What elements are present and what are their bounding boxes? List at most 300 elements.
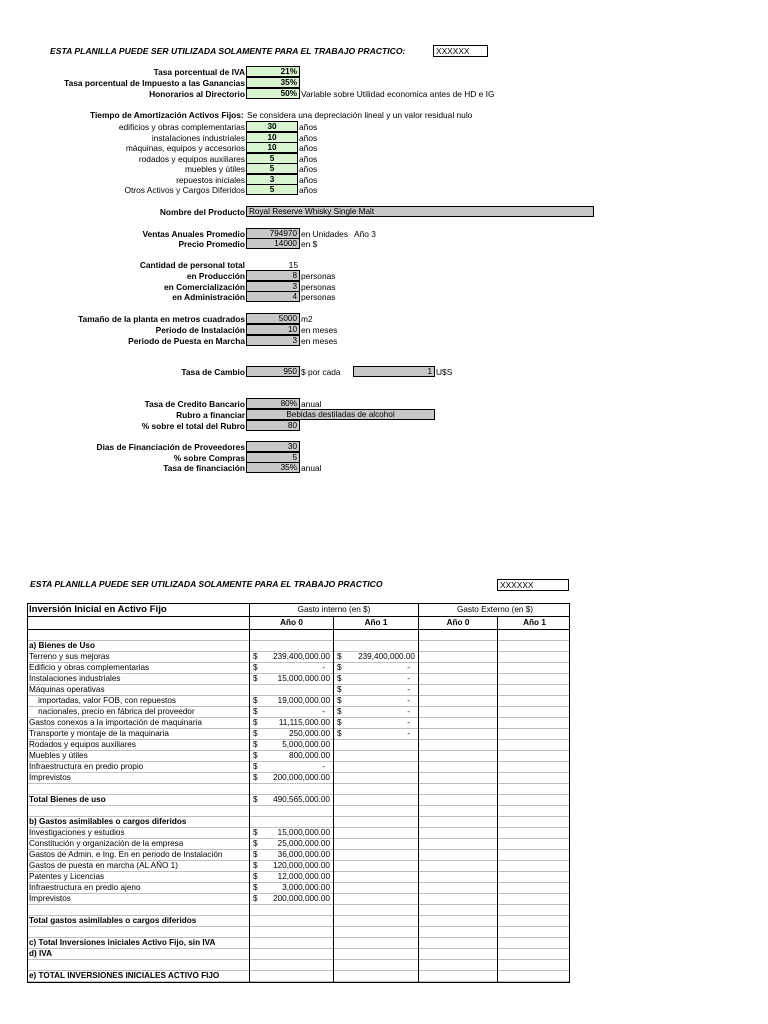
int-year-1-cell[interactable] <box>334 839 419 850</box>
plant-value-1[interactable]: 10 <box>246 324 300 335</box>
ext-year-1-cell[interactable] <box>498 740 571 751</box>
table-row <box>28 740 569 751</box>
ext-year-1-cell[interactable] <box>498 938 571 949</box>
ext-year-0-cell[interactable] <box>419 707 498 718</box>
row-label: nacionales, precio en fábrica del proveedor <box>28 707 250 718</box>
currency-sign: $ <box>253 696 258 705</box>
ext-year-1-cell[interactable] <box>498 707 571 718</box>
ext-year-1-cell[interactable] <box>498 850 571 861</box>
row-label: importadas, valor FOB, con repuestos <box>28 696 250 707</box>
int-year-1-cell[interactable] <box>334 850 419 861</box>
ext-year-0-cell[interactable] <box>419 652 498 663</box>
table-row <box>28 960 569 971</box>
table-row <box>28 861 569 872</box>
int-year-1-cell[interactable] <box>334 883 419 894</box>
currency-sign: $ <box>253 663 258 672</box>
int-year-0-cell[interactable] <box>250 707 334 718</box>
currency-sign: $ <box>253 850 258 859</box>
table-title: Inversión Inicial en Activo Fijo <box>28 604 250 617</box>
amort-value-1[interactable]: 10 <box>246 132 298 143</box>
currency-sign: $ <box>253 872 258 881</box>
int-year-1-cell[interactable] <box>334 795 419 806</box>
row-label <box>28 960 250 971</box>
ext-year-0-cell[interactable] <box>419 927 498 938</box>
ext-year-1-cell[interactable] <box>498 971 571 982</box>
int-year-1-cell[interactable] <box>334 784 419 795</box>
currency-sign: $ <box>253 861 258 870</box>
credit-label-0: Tasa de Credito Bancario <box>144 399 245 409</box>
ext-year-0-cell[interactable] <box>419 718 498 729</box>
ext-year-1-cell[interactable] <box>498 663 571 674</box>
row-label <box>28 905 250 916</box>
table-row <box>28 916 569 927</box>
currency-sign: $ <box>253 674 258 683</box>
int-year-0-cell[interactable] <box>250 960 334 971</box>
table-row <box>28 839 569 850</box>
currency-sign: $ <box>253 839 258 848</box>
int-year-0-cell[interactable] <box>250 850 334 861</box>
ext-year-0-cell[interactable] <box>419 949 498 960</box>
ext-year-0-cell[interactable] <box>419 696 498 707</box>
table-row <box>28 641 569 652</box>
plant-value-0[interactable]: 5000 <box>246 313 300 324</box>
plant-unit-2: en meses <box>301 336 338 346</box>
amount: 800,000.00 <box>289 751 330 760</box>
amount: 3,000,000.00 <box>282 883 330 892</box>
plant-label-2: Periodo de Puesta en Marcha <box>128 336 245 346</box>
table-row <box>28 795 569 806</box>
supplier-value-0[interactable]: 30 <box>246 441 300 452</box>
row-label: Edificio y obras complementarias <box>28 663 250 674</box>
supplier-value-2[interactable]: 35% <box>246 462 300 473</box>
int-year-0-cell[interactable] <box>250 883 334 894</box>
row-label: c) Total Inversiones iniciales Activo Fijo, sin IVA <box>28 938 250 949</box>
ext-year-1-cell[interactable] <box>498 685 571 696</box>
staff-unit-2: personas <box>301 292 336 302</box>
amount: 5,000,000.00 <box>282 740 330 749</box>
int-year-1-cell[interactable] <box>334 872 419 883</box>
amort-label-6: Otros Activos y Cargos Diferidos <box>124 185 245 195</box>
int-year-1-cell[interactable] <box>334 729 419 740</box>
int-year-0-cell[interactable] <box>250 630 334 641</box>
ext-year-0-cell[interactable] <box>419 740 498 751</box>
currency-sign: $ <box>253 652 258 661</box>
ext-year-1-cell[interactable] <box>498 674 571 685</box>
amort-value-2[interactable]: 10 <box>246 142 298 153</box>
ext-year-0-cell[interactable] <box>419 894 498 905</box>
row-label: Transporte y montaje de la maquinaria <box>28 729 250 740</box>
int-year-1-cell[interactable] <box>334 949 419 960</box>
rate-unit-2: Variable sobre Utilidad economica antes de HD e IG <box>301 89 495 99</box>
fx-value[interactable]: 950 <box>246 366 300 377</box>
currency-sign: $ <box>337 707 342 716</box>
int-year-1-cell[interactable] <box>334 674 419 685</box>
supplier-value-1[interactable]: 5 <box>246 452 300 463</box>
int-year-0-cell[interactable] <box>250 652 334 663</box>
staff-value-2[interactable]: 4 <box>246 291 300 302</box>
amount: 25,000,000.00 <box>277 839 330 848</box>
int-year-1-cell[interactable] <box>334 806 419 817</box>
amount: - <box>322 707 325 716</box>
ext-year-0-cell[interactable] <box>419 817 498 828</box>
int-year-0-cell[interactable] <box>250 740 334 751</box>
int-year-0-cell[interactable] <box>250 773 334 784</box>
ext-year-1-cell[interactable] <box>498 641 571 652</box>
int-year-1-cell[interactable] <box>334 740 419 751</box>
supplier-label-0: Dias de Financiación de Proveedores <box>96 442 245 452</box>
row-label: e) TOTAL INVERSIONES INICIALES ACTIVO FIJO <box>28 971 250 982</box>
currency-sign: $ <box>253 795 258 804</box>
ext-year-0-cell[interactable] <box>419 663 498 674</box>
sheet-header: ESTA PLANILLA PUEDE SER UTILIZADA SOLAMENTE PARA EL TRABAJO PRACTICO: <box>50 46 406 56</box>
int-year-1-cell[interactable] <box>334 641 419 652</box>
ext-year-0-cell[interactable] <box>419 872 498 883</box>
table-title-row <box>28 604 569 617</box>
ext-year-0-cell[interactable] <box>419 971 498 982</box>
ext-year-0-cell[interactable] <box>419 751 498 762</box>
ext-year-0-cell[interactable] <box>419 861 498 872</box>
int-year-0-cell[interactable] <box>250 971 334 982</box>
int-year-0-cell[interactable] <box>250 795 334 806</box>
supplier-label-1: % sobre Compras <box>173 452 245 463</box>
table-row <box>28 674 569 685</box>
ext-year-1-cell[interactable] <box>498 751 571 762</box>
plant-label-0: Tamaño de la planta en metros cuadrados <box>78 314 245 324</box>
amort-label-1: instalaciones industriales <box>151 132 245 143</box>
ext-year-1-cell[interactable] <box>498 861 571 872</box>
sheet-header-2: ESTA PLANILLA PUEDE SER UTILIZADA SOLAMENTE PARA EL TRABAJO PRACTICO <box>30 579 383 589</box>
ext-year-0-cell[interactable] <box>419 806 498 817</box>
amort-value-0[interactable]: 30 <box>246 121 298 132</box>
ext-year-1-cell[interactable] <box>498 729 571 740</box>
price-value[interactable]: 14000 <box>246 238 300 249</box>
fx-usd-unit: U$S <box>436 367 453 377</box>
currency-sign: $ <box>253 894 258 903</box>
row-label: Gastos de Admin. e Ing. En en periodo de Instalación <box>28 850 250 861</box>
amort-unit-2: años <box>299 143 318 153</box>
table-row <box>28 751 569 762</box>
tp-code-cell-2[interactable]: XXXXXX <box>497 579 569 591</box>
ext-year-0-cell[interactable] <box>419 773 498 784</box>
rate-label-2: Honorarios al Directorio <box>149 89 245 99</box>
amort-unit-3: años <box>299 153 318 164</box>
amort-value-6[interactable]: 5 <box>246 184 298 195</box>
table-years-row <box>28 617 569 630</box>
int-year-0-cell[interactable] <box>250 806 334 817</box>
currency-sign: $ <box>253 773 258 782</box>
int-year-1-cell[interactable] <box>334 894 419 905</box>
currency-sign: $ <box>337 718 342 727</box>
ext-year-1-cell[interactable] <box>498 630 571 641</box>
currency-sign: $ <box>337 663 342 672</box>
int-year-1-cell[interactable] <box>334 630 419 641</box>
table-row <box>28 872 569 883</box>
ext-year-1-cell[interactable] <box>498 718 571 729</box>
ext-year-1-cell[interactable] <box>498 828 571 839</box>
group-external: Gasto Externo (en $) <box>457 605 533 614</box>
ext-year-0-cell[interactable] <box>419 828 498 839</box>
int-year-1-cell[interactable] <box>334 971 419 982</box>
ext-year-1-cell[interactable] <box>498 905 571 916</box>
fx-label: Tasa de Cambio <box>181 367 245 377</box>
currency-sign: $ <box>253 751 258 760</box>
int-year-1-cell[interactable] <box>334 817 419 828</box>
staff-value-1[interactable]: 3 <box>246 281 300 292</box>
plant-value-2[interactable]: 3 <box>246 335 300 346</box>
int-year-1-cell[interactable] <box>334 762 419 773</box>
table-row <box>28 883 569 894</box>
amount: - <box>407 718 410 727</box>
amount: 200,000,000.00 <box>273 773 330 782</box>
year-ext-1: Año 1 <box>523 618 546 627</box>
table-row <box>28 718 569 729</box>
table-row <box>28 707 569 718</box>
int-year-0-cell[interactable] <box>250 861 334 872</box>
int-year-0-cell[interactable] <box>250 729 334 740</box>
table-row <box>28 927 569 938</box>
rate-value-1[interactable]: 35% <box>246 77 300 88</box>
ext-year-0-cell[interactable] <box>419 883 498 894</box>
table-row <box>28 762 569 773</box>
ext-year-1-cell[interactable] <box>498 773 571 784</box>
currency-sign: $ <box>253 828 258 837</box>
amount: 239,400,000.00 <box>273 652 330 661</box>
product-value[interactable]: Royal Reserve Whisky Single Malt <box>246 206 594 217</box>
amount: - <box>322 663 325 672</box>
staff-value-0[interactable]: 8 <box>246 270 300 281</box>
row-label: Total Bienes de uso <box>28 795 250 806</box>
row-label: Patentes y Licencias <box>28 872 250 883</box>
table-row <box>28 773 569 784</box>
int-year-1-cell[interactable] <box>334 685 419 696</box>
ext-year-1-cell[interactable] <box>498 696 571 707</box>
sales-year: Año 3 <box>354 229 376 239</box>
int-year-0-cell[interactable] <box>250 916 334 927</box>
currency-sign: $ <box>253 740 258 749</box>
int-year-0-cell[interactable] <box>250 784 334 795</box>
ext-year-0-cell[interactable] <box>419 795 498 806</box>
int-year-1-cell[interactable] <box>334 960 419 971</box>
ext-year-1-cell[interactable] <box>498 894 571 905</box>
int-year-1-cell[interactable] <box>334 718 419 729</box>
plant-unit-0: m2 <box>301 314 313 324</box>
ext-year-1-cell[interactable] <box>498 839 571 850</box>
int-year-0-cell[interactable] <box>250 685 334 696</box>
row-label: Gastos de puesta en marcha (AL AÑO 1) <box>28 861 250 872</box>
amount: 490,565,000.00 <box>273 795 330 804</box>
rate-label-1: Tasa porcentual de Impuesto a las Ganancias <box>64 78 245 88</box>
rate-value-2[interactable]: 50% <box>246 88 300 99</box>
ext-year-0-cell[interactable] <box>419 850 498 861</box>
amortization-title: Tiempo de Amortización Activos Fijos: <box>90 110 244 120</box>
int-year-0-cell[interactable] <box>250 696 334 707</box>
int-year-0-cell[interactable] <box>250 762 334 773</box>
int-year-0-cell[interactable] <box>250 949 334 960</box>
int-year-1-cell[interactable] <box>334 905 419 916</box>
amount: 120,000,000.00 <box>273 861 330 870</box>
amort-label-2: máquinas, equipos y accesorios <box>125 143 245 153</box>
amort-value-3[interactable]: 5 <box>246 153 298 164</box>
credit-value-1[interactable]: Bebidas destiladas de alcohol <box>246 409 435 420</box>
row-label <box>28 927 250 938</box>
row-label: Investigaciones y estudios <box>28 828 250 839</box>
currency-sign: $ <box>337 685 342 694</box>
ext-year-0-cell[interactable] <box>419 784 498 795</box>
ext-year-1-cell[interactable] <box>498 927 571 938</box>
product-label: Nombre del Producto <box>159 207 245 217</box>
staff-label-2: en Administración <box>172 292 245 302</box>
staff-label-0: en Producción <box>186 271 245 281</box>
currency-sign: $ <box>337 652 342 661</box>
price-unit: en $ <box>301 239 318 249</box>
table-row <box>28 685 569 696</box>
currency-sign: $ <box>337 696 342 705</box>
int-year-1-cell[interactable] <box>334 938 419 949</box>
amount: 19,000,000.00 <box>277 696 330 705</box>
ext-year-1-cell[interactable] <box>498 916 571 927</box>
int-year-0-cell[interactable] <box>250 718 334 729</box>
row-label: d) IVA <box>28 949 250 960</box>
amort-label-0: edificios y obras complementarias <box>118 122 245 132</box>
ext-year-1-cell[interactable] <box>498 784 571 795</box>
int-year-0-cell[interactable] <box>250 894 334 905</box>
int-year-1-cell[interactable] <box>334 828 419 839</box>
year-int-0: Año 0 <box>250 617 334 630</box>
int-year-0-cell[interactable] <box>250 663 334 674</box>
ext-year-0-cell[interactable] <box>419 729 498 740</box>
ext-year-1-cell[interactable] <box>498 795 571 806</box>
ext-year-1-cell[interactable] <box>498 949 571 960</box>
amount: 15,000,000.00 <box>277 674 330 683</box>
int-year-1-cell[interactable] <box>334 696 419 707</box>
int-year-1-cell[interactable] <box>334 707 419 718</box>
amount: - <box>407 663 410 672</box>
ext-year-1-cell[interactable] <box>498 806 571 817</box>
ext-year-0-cell[interactable] <box>419 960 498 971</box>
int-year-0-cell[interactable] <box>250 839 334 850</box>
year-int-1: Año 1 <box>334 617 419 630</box>
int-year-1-cell[interactable] <box>334 916 419 927</box>
credit-value-0[interactable]: 80% <box>246 398 300 409</box>
int-year-1-cell[interactable] <box>334 773 419 784</box>
table-row <box>28 850 569 861</box>
ext-year-1-cell[interactable] <box>498 883 571 894</box>
credit-value-2[interactable]: 80 <box>246 420 300 431</box>
credit-label-2: % sobre el total del Rubro <box>141 421 245 431</box>
ext-year-0-cell[interactable] <box>419 916 498 927</box>
currency-sign: $ <box>253 707 258 716</box>
int-year-0-cell[interactable] <box>250 938 334 949</box>
price-label: Precio Promedio <box>178 239 245 249</box>
ext-year-0-cell[interactable] <box>419 905 498 916</box>
table-row <box>28 938 569 949</box>
row-label: b) Gastos asimilables o cargos diferidos <box>28 817 250 828</box>
int-year-0-cell[interactable] <box>250 828 334 839</box>
int-year-1-cell[interactable] <box>334 927 419 938</box>
amount: - <box>407 674 410 683</box>
sales-label: Ventas Anuales Promedio <box>142 229 245 239</box>
amort-unit-0: años <box>299 122 318 132</box>
rate-value-0[interactable]: 21% <box>246 66 300 77</box>
amount: 239,400,000.00 <box>358 652 415 661</box>
int-year-1-cell[interactable] <box>334 861 419 872</box>
amort-value-4[interactable]: 5 <box>246 163 298 174</box>
staff-unit-0: personas <box>301 271 336 281</box>
row-label: Rodados y equipos auxiliares <box>28 740 250 751</box>
credit-label-1: Rubro a financiar <box>176 410 245 420</box>
fx-unit: $ por cada <box>301 367 341 377</box>
amort-unit-4: años <box>299 164 318 174</box>
table-row <box>28 652 569 663</box>
amortization-note: Se considera una depreciación lineal y un valor residual nulo <box>247 110 473 120</box>
ext-year-0-cell[interactable] <box>419 630 498 641</box>
ext-year-0-cell[interactable] <box>419 685 498 696</box>
amount: - <box>407 685 410 694</box>
currency-sign: $ <box>253 762 258 771</box>
amount: 15,000,000.00 <box>277 828 330 837</box>
ext-year-1-cell[interactable] <box>498 817 571 828</box>
ext-year-0-cell[interactable] <box>419 674 498 685</box>
table-row <box>28 806 569 817</box>
ext-year-0-cell[interactable] <box>419 839 498 850</box>
ext-year-0-cell[interactable] <box>419 762 498 773</box>
amount: 12,000,000.00 <box>277 872 330 881</box>
ext-year-1-cell[interactable] <box>498 960 571 971</box>
tp-code-cell[interactable]: XXXXXX <box>433 45 488 57</box>
ext-year-1-cell[interactable] <box>498 652 571 663</box>
amort-label-5: repuestos iniciales <box>176 174 245 185</box>
table-row <box>28 696 569 707</box>
amount: 250,000.00 <box>289 729 330 738</box>
staff-label-1: en Comercialización <box>164 281 245 292</box>
int-year-0-cell[interactable] <box>250 641 334 652</box>
row-label: Terreno y sus mejoras <box>28 652 250 663</box>
int-year-0-cell[interactable] <box>250 674 334 685</box>
amort-label-3: rodados y equipos auxiliares <box>138 153 245 164</box>
group-internal: Gasto interno (en $) <box>250 604 419 617</box>
amort-value-5[interactable]: 3 <box>246 174 298 185</box>
amort-label-4: muebles y útiles <box>184 164 245 174</box>
ext-year-1-cell[interactable] <box>498 872 571 883</box>
row-label: Imprevistos <box>28 894 250 905</box>
ext-year-1-cell[interactable] <box>498 762 571 773</box>
int-year-1-cell[interactable] <box>334 751 419 762</box>
int-year-0-cell[interactable] <box>250 872 334 883</box>
int-year-1-cell[interactable] <box>334 652 419 663</box>
int-year-1-cell[interactable] <box>334 663 419 674</box>
amount: - <box>407 696 410 705</box>
table-row <box>28 905 569 916</box>
int-year-0-cell[interactable] <box>250 905 334 916</box>
ext-year-0-cell[interactable] <box>419 641 498 652</box>
row-label: Constitución y organización de la empresa <box>28 839 250 850</box>
row-label: Infraestructura en predio ajeno <box>28 883 250 894</box>
staff-total-label: Cantidad de personal total <box>139 260 245 270</box>
currency-sign: $ <box>253 718 258 727</box>
int-year-0-cell[interactable] <box>250 817 334 828</box>
investment-table <box>27 603 570 983</box>
amount: 200,000,000.00 <box>273 894 330 903</box>
ext-year-0-cell[interactable] <box>419 938 498 949</box>
sales-value[interactable]: 794970 <box>246 228 300 239</box>
amount: - <box>322 762 325 771</box>
int-year-0-cell[interactable] <box>250 751 334 762</box>
int-year-0-cell[interactable] <box>250 927 334 938</box>
fx-usd-value[interactable]: 1 <box>353 366 435 377</box>
row-label: Muebles y útiles <box>28 751 250 762</box>
table-row <box>28 663 569 674</box>
amount: 11,115,000.00 <box>278 718 330 727</box>
